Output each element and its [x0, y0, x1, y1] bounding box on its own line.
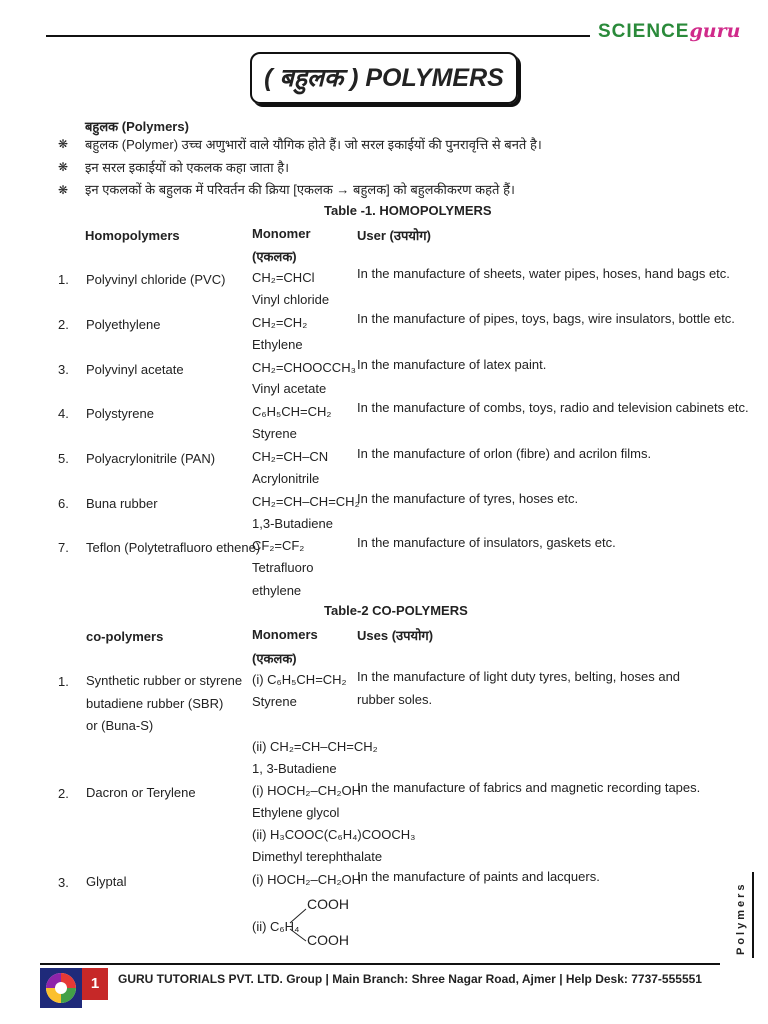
polymer-name: Polyethylene	[86, 317, 161, 332]
intro-bullet-1: बहुलक (Polymer) उच्च अणुभारों वाले यौगिक होते हैं। जो सरल इकाईयों की पुनरावृत्ति से बनते है।	[85, 137, 542, 152]
guru-logo-icon	[40, 968, 82, 1008]
polymer-use: In the manufacture of latex paint.	[357, 357, 547, 372]
monomer-name: Ethylene	[252, 337, 303, 352]
copolymer-use-cont: rubber soles.	[357, 692, 433, 707]
monomer-formula: CH₂=CH₂	[252, 315, 308, 330]
copolymer-name: Dacron or Terylene	[86, 785, 196, 800]
cooh-group: COOH	[307, 896, 349, 912]
intro-heading: बहुलक (Polymers)	[85, 119, 189, 134]
monomer-name-cont: ethylene	[252, 583, 302, 598]
monomer-name: Acrylonitrile	[252, 471, 320, 486]
monomer-name: Styrene	[252, 426, 297, 441]
polymer-name: Polyvinyl chloride (PVC)	[86, 272, 226, 287]
row-number: 5.	[58, 451, 69, 466]
sidebar-rule	[752, 872, 754, 958]
row-number: 2.	[58, 786, 69, 801]
copolymer-use: In the manufacture of paints and lacquers.	[357, 869, 600, 884]
monomer-formula: (ii) CH₂=CH–CH=CH₂	[252, 739, 378, 754]
table1-col-monomer: Monomer	[252, 226, 311, 241]
bullet-icon: ❋	[58, 137, 69, 151]
row-number: 2.	[58, 317, 69, 332]
cooh-group: COOH	[307, 932, 349, 948]
table2-col-uses: Uses (उपयोग)	[357, 628, 434, 643]
copolymer-name: Glyptal	[86, 874, 127, 889]
table1-col-monomer-hindi: (एकलक)	[252, 249, 297, 264]
polymer-use: In the manufacture of insulators, gaskets etc.	[357, 535, 616, 550]
sidebar-label: Polymers	[735, 881, 747, 955]
copolymer-name-cont: butadiene rubber (SBR)	[86, 696, 224, 711]
monomer-name: 1,3-Butadiene	[252, 516, 333, 531]
table2-col-copolymers: co-polymers	[86, 629, 164, 644]
monomer-name: 1, 3-Butadiene	[252, 761, 337, 776]
brand-logo: SCIENCEguru	[598, 20, 741, 42]
row-number: 1.	[58, 272, 69, 287]
monomer-name: Vinyl chloride	[252, 292, 330, 307]
copolymer-use: In the manufacture of fabrics and magnetic recording tapes.	[357, 780, 701, 795]
monomer-formula: (ii) H₃COOC(C₆H₄)COOCH₃	[252, 827, 416, 842]
monomer-formula: CH₂=CHCl	[252, 270, 315, 285]
monomer-name: Styrene	[252, 694, 297, 709]
monomer-formula: CF₂=CF₂	[252, 538, 305, 553]
bullet-icon: ❋	[58, 160, 69, 174]
row-number: 6.	[58, 496, 69, 511]
table1-col-use: User (उपयोग)	[357, 228, 431, 243]
table2-col-monomers: Monomers	[252, 627, 318, 642]
row-number: 7.	[58, 540, 69, 555]
copolymer-name: Synthetic rubber or styrene	[86, 673, 243, 688]
polymer-name: Polyacrylonitrile (PAN)	[86, 451, 216, 466]
polymer-name: Polystyrene	[86, 406, 154, 421]
page-number: 1	[82, 968, 108, 1000]
monomer-formula: C₆H₅CH=CH₂	[252, 404, 332, 419]
monomer-formula: (i) C₆H₅CH=CH₂	[252, 672, 347, 687]
table2-title: Table-2 CO-POLYMERS	[324, 603, 468, 618]
polymer-use: In the manufacture of pipes, toys, bags, wire insulators, bottle etc.	[357, 311, 735, 326]
polymer-name: Buna rubber	[86, 496, 158, 511]
monomer-formula: CH₂=CH–CH=CH₂	[252, 494, 360, 509]
monomer-formula: CH₂=CH–CN	[252, 449, 329, 464]
table2-col-monomers-hindi: (एकलक)	[252, 651, 297, 666]
footer-text: GURU TUTORIALS PVT. LTD. Group | Main Branch: Shree Nagar Road, Ajmer | Help Desk: 7737-555551	[118, 972, 702, 986]
row-number: 3.	[58, 875, 69, 890]
row-number: 4.	[58, 406, 69, 421]
row-number: 1.	[58, 674, 69, 689]
monomer-name: Ethylene glycol	[252, 805, 340, 820]
intro-bullet-2: इन सरल इकाईयों को एकलक कहा जाता है।	[85, 160, 290, 175]
intro-bullet-3: इन एकलकों के बहुलक में परिवर्तन की क्रिया [एकलक → बहुलक] को बहुलकीकरण कहते हैं।	[85, 182, 515, 197]
polymer-use: In the manufacture of combs, toys, radio and television cabinets etc.	[357, 400, 749, 415]
polymer-name: Polyvinyl acetate	[86, 362, 184, 377]
table1-title: Table -1. HOMOPOLYMERS	[324, 203, 492, 218]
monomer-formula: (ii) C₆H₄	[252, 919, 300, 934]
copolymer-name-cont: or (Buna-S)	[86, 718, 154, 733]
footer-rule	[40, 963, 720, 965]
polymer-use: In the manufacture of tyres, hoses etc.	[357, 491, 579, 506]
monomer-name: Dimethyl terephthalate	[252, 849, 383, 864]
table1-col-homopolymers: Homopolymers	[85, 228, 180, 243]
monomer-formula: (i) HOCH₂–CH₂OH	[252, 783, 362, 798]
header-rule	[46, 35, 590, 37]
monomer-name: Vinyl acetate	[252, 381, 327, 396]
row-number: 3.	[58, 362, 69, 377]
page-title: ( बहुलक ) POLYMERS	[250, 52, 518, 104]
monomer-formula: (i) HOCH₂–CH₂OH	[252, 872, 362, 887]
polymer-use: In the manufacture of sheets, water pipes, hoses, hand bags etc.	[357, 266, 730, 281]
polymer-use: In the manufacture of orlon (fibre) and acrilon films.	[357, 446, 652, 461]
monomer-formula: CH₂=CHOOCCH₃	[252, 360, 356, 375]
copolymer-use: In the manufacture of light duty tyres, belting, hoses and	[357, 669, 681, 684]
monomer-name: Tetrafluoro	[252, 560, 314, 575]
polymer-name: Teflon (Polytetrafluoro ethene)	[86, 540, 261, 555]
bullet-icon: ❋	[58, 183, 69, 197]
